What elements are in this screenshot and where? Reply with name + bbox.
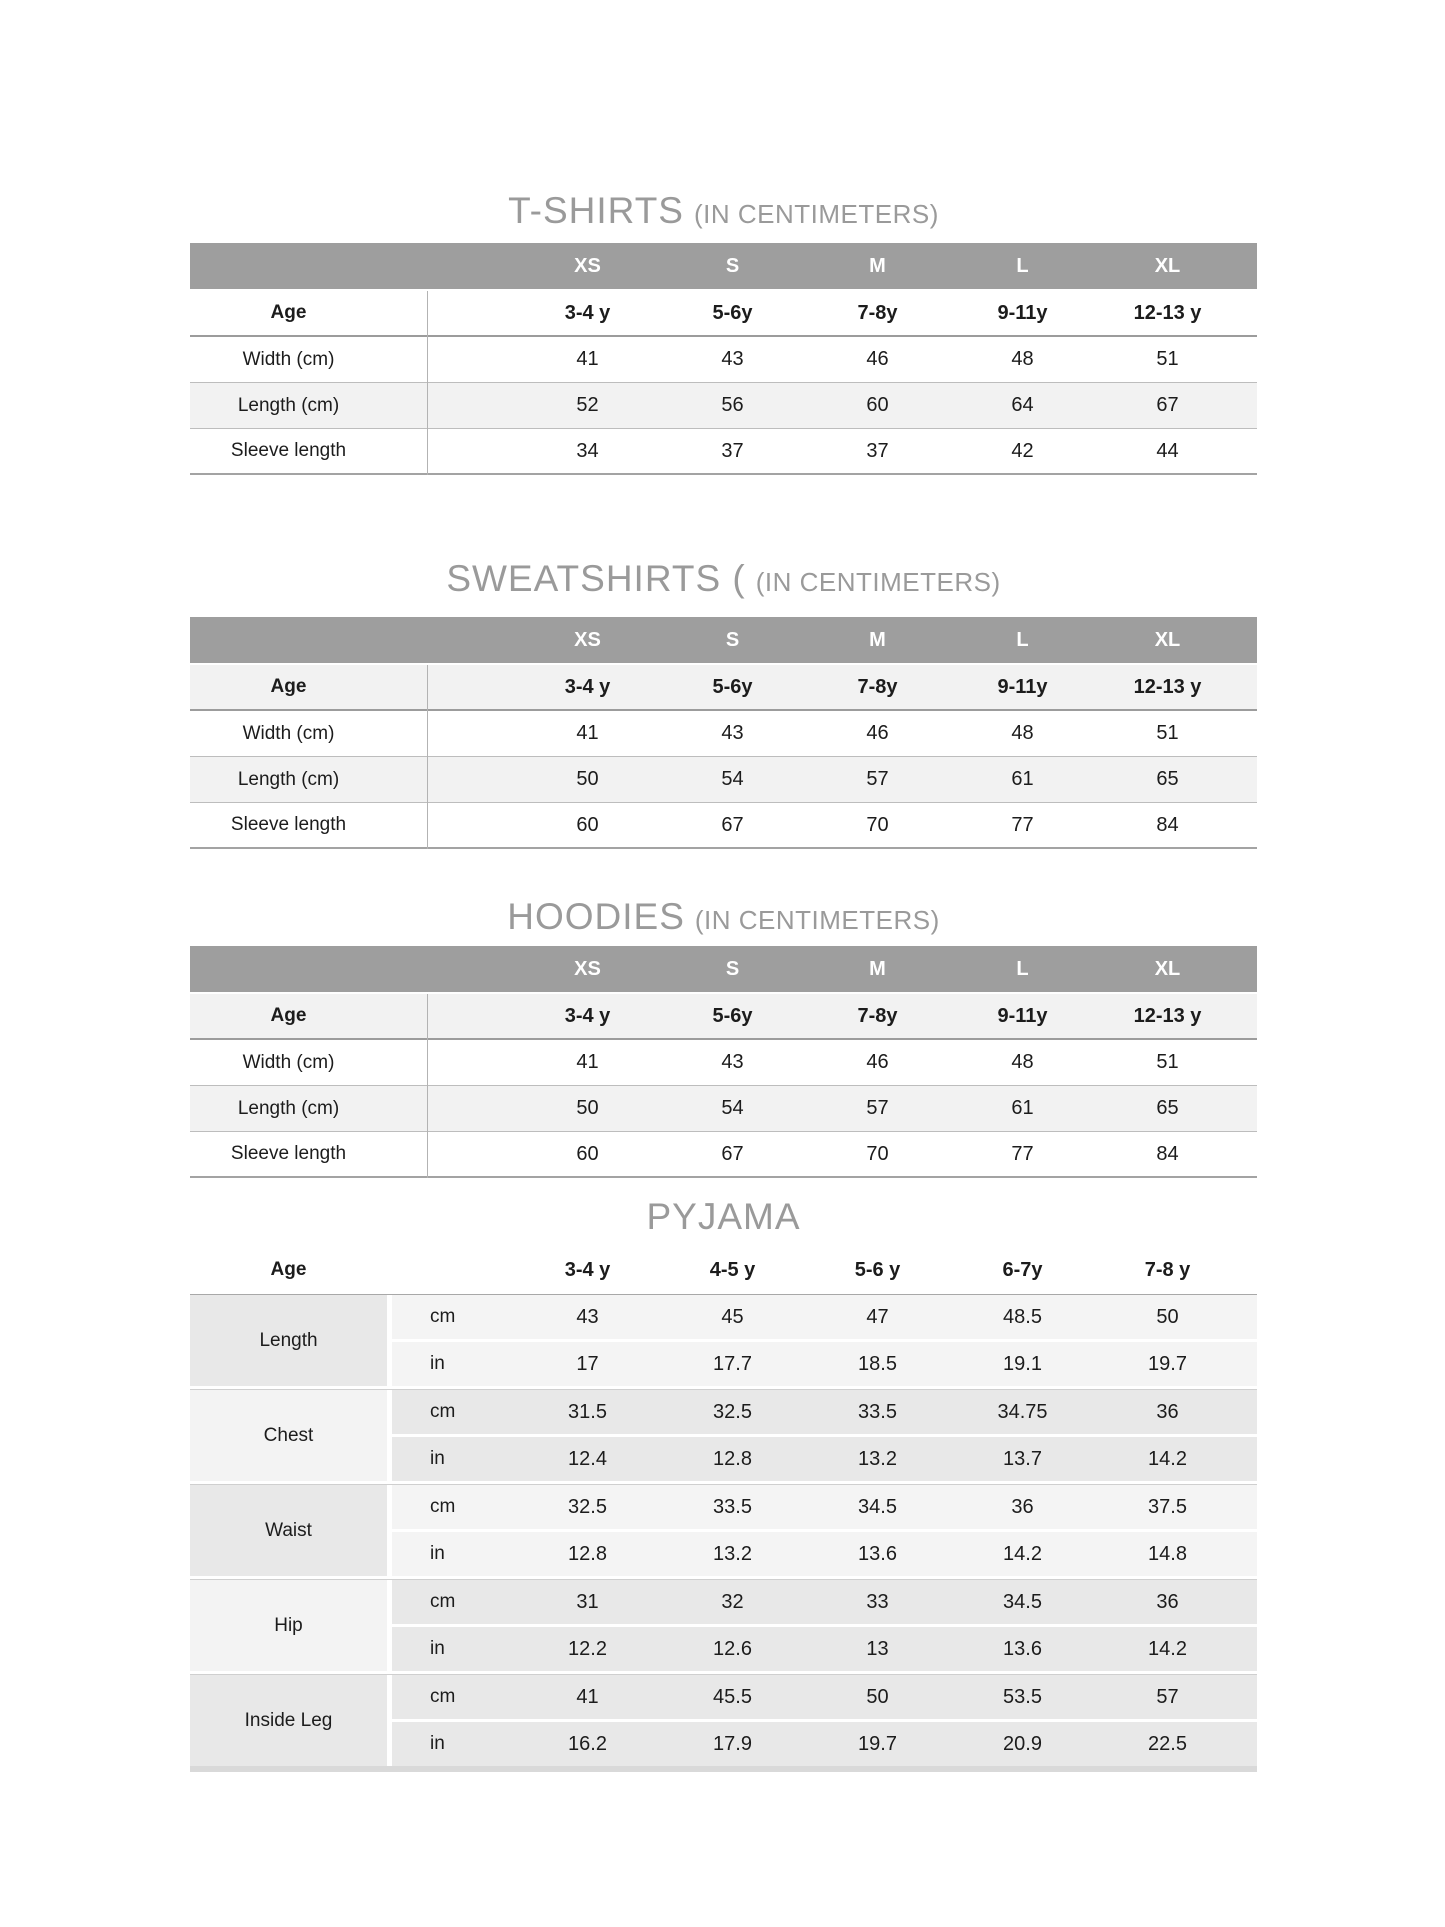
- section-title-text: PYJAMA: [646, 1196, 801, 1237]
- section-title-subtext: (IN CENTIMETERS): [755, 567, 1001, 597]
- value-cell: 14.2: [1148, 1637, 1187, 1660]
- value-cell: 41: [576, 722, 599, 744]
- section-title-hoodies: [190, 896, 1257, 940]
- section-title-pyjama: [190, 1196, 1257, 1240]
- value-cell: 46: [866, 1051, 889, 1073]
- value-cell: 31.5: [568, 1400, 607, 1423]
- bottom-strip: [190, 1766, 1257, 1772]
- row-label: Length (cm): [237, 1097, 340, 1119]
- pyjama-groups: [190, 1294, 1257, 1766]
- row-label: Length (cm): [237, 394, 340, 416]
- unit-row: [392, 1390, 1257, 1437]
- age-row-label: Age: [270, 1005, 307, 1026]
- value-cell: 77: [1011, 813, 1034, 836]
- value-cell: 60: [576, 813, 599, 836]
- value-cell: 33.5: [858, 1400, 897, 1423]
- age-row: [190, 665, 1257, 711]
- value-cell: 12.8: [568, 1542, 607, 1565]
- pyjama-group: [190, 1295, 1257, 1386]
- value-cell: 32: [721, 1590, 744, 1613]
- column-divider: [427, 665, 428, 849]
- section-title-text: HOODIES: [507, 896, 685, 937]
- value-cell: 14.2: [1003, 1542, 1042, 1565]
- section-title-tshirts: [190, 190, 1257, 234]
- value-cell: 43: [721, 722, 744, 744]
- value-cell: 36: [1156, 1590, 1179, 1613]
- value-cell: 17.9: [713, 1732, 752, 1755]
- value-cell: 33: [866, 1590, 889, 1613]
- value-cell: 46: [866, 722, 889, 744]
- unit-cell: in: [430, 1353, 445, 1374]
- unit-row: [392, 1532, 1257, 1576]
- size-header-cell: L: [1016, 628, 1029, 651]
- value-cell: 50: [576, 1097, 599, 1119]
- unit-row: [392, 1437, 1257, 1481]
- sweatshirts-size-table: [190, 617, 1257, 849]
- age-value-cell: 12-13 y: [1133, 675, 1202, 698]
- pyjama-group: [190, 1674, 1257, 1766]
- value-cell: 41: [576, 1685, 599, 1708]
- value-cell: 61: [1011, 768, 1034, 790]
- size-header-cell: M: [869, 254, 886, 277]
- value-cell: 48: [1011, 1051, 1034, 1073]
- unit-cell: in: [430, 1638, 445, 1659]
- unit-cell: cm: [430, 1686, 456, 1707]
- value-cell: 20.9: [1003, 1732, 1042, 1755]
- value-cell: 13: [866, 1637, 889, 1660]
- age-value-cell: 5-6 y: [854, 1258, 901, 1281]
- value-cell: 45: [721, 1305, 744, 1328]
- value-cell: 17: [576, 1352, 599, 1375]
- value-cell: 67: [721, 813, 744, 836]
- value-cell: 67: [1156, 394, 1179, 416]
- age-row: [190, 994, 1257, 1040]
- age-value-cell: 3-4 y: [564, 675, 611, 698]
- value-cell: 37.5: [1148, 1495, 1187, 1518]
- value-cell: 51: [1156, 1051, 1179, 1073]
- measurement-row: [190, 337, 1257, 383]
- value-cell: 14.2: [1148, 1447, 1187, 1470]
- pyjama-group: [190, 1389, 1257, 1481]
- section-title-sweatshirts: [190, 558, 1257, 602]
- age-value-cell: 7-8y: [857, 301, 898, 324]
- value-cell: 70: [866, 813, 889, 836]
- unit-row: [392, 1627, 1257, 1671]
- value-cell: 36: [1156, 1400, 1179, 1423]
- value-cell: 52: [576, 394, 599, 416]
- value-cell: 33.5: [713, 1495, 752, 1518]
- value-cell: 19.1: [1003, 1352, 1042, 1375]
- hoodies-size-table: [190, 946, 1257, 1178]
- size-header-cell: XS: [574, 957, 601, 980]
- value-cell: 32.5: [713, 1400, 752, 1423]
- column-divider: [427, 291, 428, 475]
- measurement-row: [190, 1040, 1257, 1086]
- value-cell: 47: [866, 1305, 889, 1328]
- value-cell: 34.5: [858, 1495, 897, 1518]
- value-cell: 22.5: [1148, 1732, 1187, 1755]
- age-value-cell: 3-4 y: [564, 1258, 611, 1281]
- group-label: Hip: [190, 1580, 387, 1671]
- value-cell: 77: [1011, 1142, 1034, 1165]
- column-divider: [427, 994, 428, 1178]
- row-label: Length (cm): [237, 768, 340, 790]
- age-value-cell: 7-8y: [857, 675, 898, 698]
- value-cell: 19.7: [1148, 1352, 1187, 1375]
- age-value-cell: 3-4 y: [564, 1004, 611, 1027]
- value-cell: 13.7: [1003, 1447, 1042, 1470]
- unit-cell: cm: [430, 1496, 456, 1517]
- value-cell: 13.6: [1003, 1637, 1042, 1660]
- value-cell: 50: [866, 1685, 889, 1708]
- value-cell: 12.6: [713, 1637, 752, 1660]
- size-header-cell: S: [725, 254, 740, 277]
- value-cell: 13.2: [713, 1542, 752, 1565]
- age-value-cell: 9-11y: [997, 675, 1048, 698]
- measurement-row: [190, 711, 1257, 757]
- value-cell: 65: [1156, 1097, 1179, 1119]
- value-cell: 48: [1011, 722, 1034, 744]
- row-label: Width (cm): [242, 722, 335, 744]
- group-rows: [392, 1485, 1257, 1576]
- value-cell: 84: [1156, 1142, 1179, 1165]
- age-value-cell: 5-6y: [712, 301, 753, 324]
- unit-row: [392, 1295, 1257, 1342]
- value-cell: 14.8: [1148, 1542, 1187, 1565]
- value-cell: 57: [866, 768, 889, 790]
- value-cell: 16.2: [568, 1732, 607, 1755]
- value-cell: 43: [576, 1305, 599, 1328]
- unit-row: [392, 1485, 1257, 1532]
- age-value-cell: 9-11y: [997, 301, 1048, 324]
- group-rows: [392, 1675, 1257, 1766]
- measurement-row: [190, 757, 1257, 803]
- age-value-cell: 5-6y: [712, 675, 753, 698]
- value-cell: 54: [721, 768, 744, 790]
- value-cell: 12.4: [568, 1447, 607, 1470]
- group-label: Length: [190, 1295, 387, 1386]
- value-cell: 50: [1156, 1305, 1179, 1328]
- value-cell: 34: [576, 439, 599, 462]
- value-cell: 48: [1011, 348, 1034, 370]
- size-header-cell: L: [1016, 254, 1029, 277]
- pyjama-size-table: [190, 1250, 1257, 1772]
- group-rows: [392, 1390, 1257, 1481]
- group-label: Inside Leg: [190, 1675, 387, 1766]
- value-cell: 37: [721, 439, 744, 462]
- value-cell: 54: [721, 1097, 744, 1119]
- age-value-cell: 9-11y: [997, 1004, 1048, 1027]
- value-cell: 57: [1156, 1685, 1179, 1708]
- group-rows: [392, 1580, 1257, 1671]
- age-row-label: Age: [270, 1259, 307, 1280]
- age-value-cell: 12-13 y: [1133, 301, 1202, 324]
- value-cell: 41: [576, 1051, 599, 1073]
- pyjama-age-row: [190, 1250, 1257, 1290]
- value-cell: 43: [721, 1051, 744, 1073]
- unit-row: [392, 1580, 1257, 1627]
- value-cell: 65: [1156, 768, 1179, 790]
- value-cell: 51: [1156, 348, 1179, 370]
- group-label: Chest: [190, 1390, 387, 1481]
- value-cell: 60: [866, 394, 889, 416]
- size-header-cell: L: [1016, 957, 1029, 980]
- value-cell: 31: [576, 1590, 599, 1613]
- age-row: [190, 291, 1257, 337]
- measurement-row: [190, 1132, 1257, 1178]
- row-label: Width (cm): [242, 1051, 335, 1073]
- value-cell: 48.5: [1003, 1305, 1042, 1328]
- row-label: Sleeve length: [230, 814, 347, 835]
- age-value-cell: 3-4 y: [564, 301, 611, 324]
- size-header-cell: XL: [1154, 957, 1181, 980]
- row-label: Sleeve length: [230, 440, 347, 461]
- value-cell: 53.5: [1003, 1685, 1042, 1708]
- tshirts-size-table: [190, 243, 1257, 475]
- value-cell: 41: [576, 348, 599, 370]
- section-title-text: T-SHIRTS: [508, 190, 684, 231]
- value-cell: 34.75: [997, 1400, 1048, 1423]
- value-cell: 12.8: [713, 1447, 752, 1470]
- value-cell: 60: [576, 1142, 599, 1165]
- size-header-cell: XL: [1154, 628, 1181, 651]
- age-row-label: Age: [270, 302, 307, 323]
- size-header-cell: M: [869, 628, 886, 651]
- value-cell: 84: [1156, 813, 1179, 836]
- unit-cell: cm: [430, 1401, 456, 1422]
- section-title-text: SWEATSHIRTS (: [446, 558, 746, 599]
- value-cell: 61: [1011, 1097, 1034, 1119]
- unit-row: [392, 1342, 1257, 1386]
- value-cell: 64: [1011, 394, 1034, 416]
- value-cell: 12.2: [568, 1637, 607, 1660]
- age-value-cell: 4-5 y: [709, 1258, 756, 1281]
- value-cell: 13.6: [858, 1542, 897, 1565]
- value-cell: 36: [1011, 1495, 1034, 1518]
- age-value-cell: 5-6y: [712, 1004, 753, 1027]
- size-header-band: [190, 243, 1257, 289]
- value-cell: 50: [576, 768, 599, 790]
- pyjama-group: [190, 1484, 1257, 1576]
- group-label: Waist: [190, 1485, 387, 1576]
- unit-cell: cm: [430, 1306, 456, 1327]
- value-cell: 32.5: [568, 1495, 607, 1518]
- value-cell: 34.5: [1003, 1590, 1042, 1613]
- unit-cell: in: [430, 1448, 445, 1469]
- age-row-label: Age: [270, 676, 307, 697]
- unit-cell: in: [430, 1543, 445, 1564]
- value-cell: 44: [1156, 439, 1179, 462]
- age-value-cell: 6-7y: [1002, 1258, 1043, 1281]
- unit-row: [392, 1675, 1257, 1722]
- measurement-row: [190, 803, 1257, 849]
- group-rows: [392, 1295, 1257, 1386]
- age-value-cell: 7-8 y: [1144, 1258, 1191, 1281]
- value-cell: 19.7: [858, 1732, 897, 1755]
- value-cell: 57: [866, 1097, 889, 1119]
- row-label: Width (cm): [242, 348, 335, 370]
- measurement-row: [190, 1086, 1257, 1132]
- size-header-cell: XS: [574, 254, 601, 277]
- unit-cell: cm: [430, 1591, 456, 1612]
- size-header-band: [190, 617, 1257, 663]
- value-cell: 43: [721, 348, 744, 370]
- value-cell: 42: [1011, 439, 1034, 462]
- unit-cell: in: [430, 1733, 445, 1754]
- size-header-cell: M: [869, 957, 886, 980]
- size-header-cell: XL: [1154, 254, 1181, 277]
- value-cell: 37: [866, 439, 889, 462]
- row-label: Sleeve length: [230, 1143, 347, 1164]
- size-header-cell: XS: [574, 628, 601, 651]
- size-header-cell: S: [725, 957, 740, 980]
- age-value-cell: 7-8y: [857, 1004, 898, 1027]
- value-cell: 46: [866, 348, 889, 370]
- value-cell: 56: [721, 394, 744, 416]
- section-title-subtext: (IN CENTIMETERS): [694, 199, 939, 229]
- measurement-row: [190, 383, 1257, 429]
- age-value-cell: 12-13 y: [1133, 1004, 1202, 1027]
- unit-row: [392, 1722, 1257, 1766]
- value-cell: 18.5: [858, 1352, 897, 1375]
- value-cell: 70: [866, 1142, 889, 1165]
- value-cell: 67: [721, 1142, 744, 1165]
- value-cell: 51: [1156, 722, 1179, 744]
- measurement-row: [190, 429, 1257, 475]
- size-header-band: [190, 946, 1257, 992]
- value-cell: 13.2: [858, 1447, 897, 1470]
- value-cell: 17.7: [713, 1352, 752, 1375]
- size-header-cell: S: [725, 628, 740, 651]
- section-title-subtext: (IN CENTIMETERS): [694, 905, 940, 935]
- value-cell: 45.5: [713, 1685, 752, 1708]
- pyjama-group: [190, 1579, 1257, 1671]
